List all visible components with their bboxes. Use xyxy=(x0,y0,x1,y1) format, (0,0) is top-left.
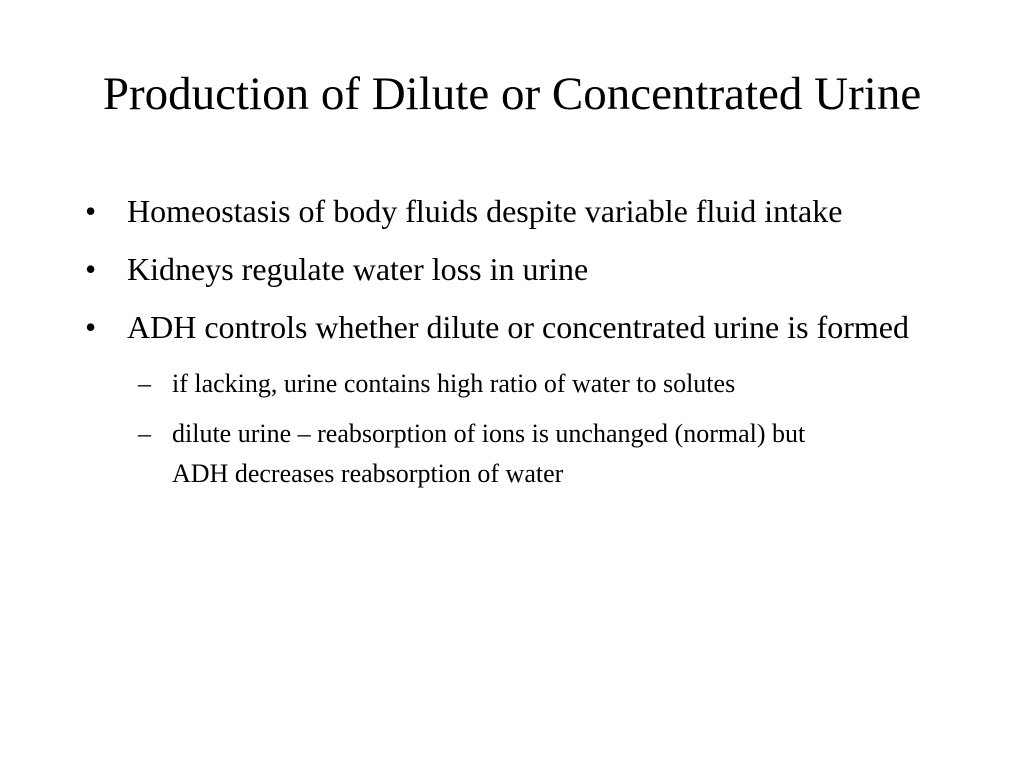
bullet-item xyxy=(82,190,957,232)
slide-title: Production of Dilute or Concentrated Urine xyxy=(102,68,922,120)
sub-bullet-item xyxy=(82,364,852,404)
sub-bullet-marker: – xyxy=(138,369,151,398)
sub-bullet-text: if lacking, urine contains high ratio of water to solutes xyxy=(172,369,736,398)
bullet-item xyxy=(82,248,957,290)
sub-bullet-item xyxy=(82,414,852,494)
bullet-text: Homeostasis of body fluids despite variable fluid intake xyxy=(127,193,843,229)
bullet-marker: • xyxy=(85,251,97,287)
bullet-list xyxy=(82,190,952,504)
sub-bullet-marker: – xyxy=(138,419,151,448)
sub-bullet-group xyxy=(82,364,952,494)
sub-bullet-text: dilute urine – reabsorption of ions is unchanged (normal) but ADH decreases reabsorption of water xyxy=(172,419,806,488)
sub-bullet-list xyxy=(82,364,952,494)
bullet-item xyxy=(82,306,957,348)
bullet-text: ADH controls whether dilute or concentrated urine is formed xyxy=(127,309,909,345)
bullet-text: Kidneys regulate water loss in urine xyxy=(127,251,589,287)
bullet-marker: • xyxy=(85,193,97,229)
bullet-marker: • xyxy=(85,309,97,345)
